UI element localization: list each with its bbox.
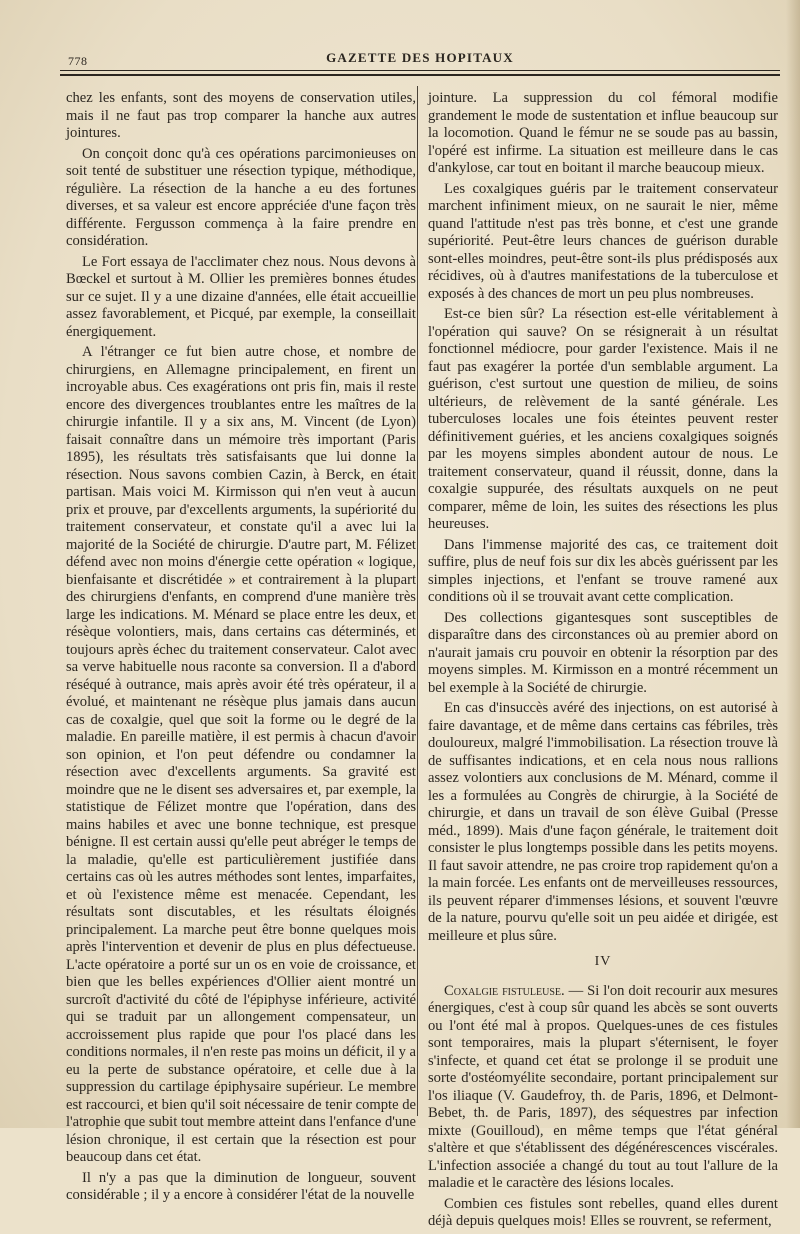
left-paragraph-2: On conçoit donc qu'à ces opérations parcimonieuses on soit tenté de substituer une résection typique, méthodique, régulière. La résection de la hanche a eu des fortunes diverses, et sa valeur est encore appréciée d'une façon très différente. Fergusson commença à la faire prendre en considération. <box>66 145 416 249</box>
section-paragraph-1 <box>428 983 778 1193</box>
right-paragraph-4: Dans l'immense majorité des cas, ce traitement doit suffire, plus de neuf fois sur dix les abcès guérissent par les simples injections, et l'enfant se trouve ramené aux conditions où il se trouvait avant cette complication. <box>428 536 778 605</box>
journal-title: GAZETTE DES HOPITAUX <box>326 50 514 65</box>
page-number: 778 <box>68 54 88 68</box>
right-column <box>428 90 778 1234</box>
right-paragraph-6: En cas d'insuccès avéré des injections, on est autorisé à faire davantage, et de même dans certains cas fébriles, très douloureux, malgré l'immobilisation. La résection trouve là de suffisantes indications, et en cela nous nous rallions assez volontiers aux conclusions de M. Ménard, comme il les a formulées au Congrès de chirurgie, à la Société de chirurgie, et dans un travail de son élève Guibal (Presse méd., 1899). Mais d'une façon générale, le traitement doit consister le plus longtemps possible dans les petits moyens. Il faut savoir attendre, ne pas croire trop rapidement qu'on a la main forcée. Les enfants ont de merveilleuses ressources, ils peuvent réparer d'immenses lésions, et souvent l'œuvre de la nature, pourvu qu'elle soit un peu aidée et dirigée, est meilleure et plus sûre. <box>428 700 778 944</box>
section-paragraph-2: Combien ces fistules sont rebelles, quand elles durent déjà depuis quelques mois! Elles se rouvrent, se referment, <box>428 1195 778 1229</box>
right-paragraph-1: jointure. La suppression du col fémoral modifie grandement le mode de sustentation et influe beaucoup sur la locomotion. Quand le fémur ne se soude pas au bassin, l'opéré est infirme. La situation est meilleure dans le cas d'ankylose, car tout en boitant il marche beaucoup mieux. <box>428 90 778 176</box>
right-paragraph-2: Les coxalgiques guéris par le traitement conservateur marchent infiniment mieux, on ne saurait le nier, même quand l'attitude n'est pas très bonne, et c'est une grande supériorité. Peut-être leurs chances de guérison durable sont-elles moindres, peut-être sont-ils plus prédisposés aux récidives, où à d'autres manifestations de la tuberculose et exposés à des chances de mort un peu plus nombreuses. <box>428 180 778 302</box>
section-heading: Coxalgie fistuleuse. <box>444 982 565 999</box>
left-paragraph-4: A l'étranger ce fut bien autre chose, et nombre de chirurgiens, en Allemagne principalement, en firent un incroyable abus. Ces exagérations ont pris fin, mais il reste encore des divergences troublantes entre les maîtres de la chirurgie infantile. Il y a six ans, M. Vincent (de Lyon) faisait connaître dans un mémoire très important (Paris 1895), les résultats très satisfaisants que lui donne la résection. Nous savons combien Cazin, à Berck, en était partisan. Mais voici M. Kirmisson qui n'en veut à aucun prix et prouve, par d'excellents arguments, la supériorité du traitement conservateur, et constate qu'il a avec lui la majorité de la Société de chirurgie. D'autre part, M. Félizet défend avec non moins d'énergie cette opération « logique, bienfaisante et discrétidée » et contrairement à la plupart des chirurgiens d'enfants, en comprend d'une manière très large les indications. M. Ménard se place entre les deux, et résèque volontiers, mais, dans certains cas déterminés, et toujours après échec du traitement conservateur. Calot avec sa verve habituelle nous raconte sa conversion. Il a d'abord réséqué à outrance, mais après avoir été très opérateur, il a évolué, et maintenant ne résèque plus jamais dans aucun cas de coxalgie, quel que soit la forme ou le degré de la maladie. En pareille matière, il est permis à chacun d'avoir son opinion, et l'on peut défendre ou condamner la résection avec d'excellents arguments. Sa gravité est moindre que ne le disent ses adversaires et, par exemple, la statistique de Félizet montre que l'opération, dans des mains habiles et avec une bonne technique, est presque bénigne. Il est certain aussi qu'elle peut abréger le temps de la maladie, qu'elle est particulièrement justifiée dans certains cas où les autres méthodes sont lentes, imparfaites, et où l'existence même est menacée. Cependant, les résultats sont discutables, et les résultats éloignés principalement. La marche peut être bonne quelques mois après l'intervention et devenir de plus en plus défectueuse. L'acte opératoire a porté sur un os en voie de croissance, et bien que les belles expériences d'Ollier aient montré un surcroît d'activité du côté de l'épiphyse inférieure, activité qui se traduit par un allongement compensateur, un accroissement plus rapide que pour l'os placé dans les conditions normales, il n'en reste pas moins un déficit, il y a eu la perte de substance opératoire, et celle due à la suppression du cartilage épiphysaire supérieur. Le membre est raccourci, et bien qu'il soit nécessaire de tenir compte de l'atrophie que subit tout membre atteint dans l'enfance d'une lésion chronique, il est certain que la résection est pour beaucoup dans cet état. <box>66 344 416 1165</box>
page-edge-shading <box>786 0 800 1128</box>
right-paragraph-3: Est-ce bien sûr? La résection est-elle véritablement à l'opération qui sauve? On se résignerait à un résultat fonctionnel médiocre, pour garder l'existence. Mais il ne faut pas exagérer la portée d'un semblable argument. La guérison, c'est surtout une question de milieu, de soins ultérieurs, de relèvement de la santé générale. Les tuberculoses locales une fois éteintes peuvent rester définitivement guéries, et les anciens coxalgiques soignés par les moyens simples abondent autour de nous. Le traitement conservateur, quand il réussit, donne, dans la coxalgie suppurée, des résultats auxquels on ne peut comparer, même de loin, les suites des résections les plus heureuses. <box>428 306 778 532</box>
left-paragraph-3: Le Fort essaya de l'acclimater chez nous. Nous devons à Bœckel et surtout à M. Ollier les premières bonnes études sur ce sujet. Il y a une dizaine d'années, elle était accueillie assez favorablement, et Picqué, par exemple, la conseillait énergiquement. <box>66 253 416 340</box>
left-paragraph-1: chez les enfants, sont des moyens de conservation utiles, mais il ne faut pas trop comparer la hanche aux autres jointures. <box>66 90 416 141</box>
left-paragraph-5: Il n'y a pas que la diminution de longueur, souvent considérable ; il y a encore à considérer l'état de la nouvelle <box>66 1169 416 1203</box>
section-paragraph-1-text: — Si l'on doit recourir aux mesures énergiques, c'est à coup sûr quand les abcès se sont ouverts ou l'ont été mal à propos. Quelques-unes de ces fistules sont temporaires, mais la plupart s'éternisent, le foyer s'infecte, et quand cet état se prolonge il se produit une sorte d'ostéomyélite secondaire, portant principalement sur l'os iliaque (V. Gaudefroy, th. de Paris, 1896, et Delmont-Bebet, th. de Paris, 1897), des séquestres par infection mixte (Gouilloud), en même temps que l'état général s'altère et que s'établissent des dégénérescences viscérales. L'infection associée a changé du tout au tout l'allure de la maladie et le caractère des lésions locales. <box>428 982 778 1191</box>
right-paragraph-5: Des collections gigantesques sont susceptibles de disparaître dans des circonstances où au premier abord on n'aurait jamais cru pouvoir en obtenir la résorption par des moyens simples. M. Kirmisson en a montré récemment un bel exemple à la Société de chirurgie. <box>428 609 778 696</box>
header-rule-thin <box>60 70 780 71</box>
section-number: IV <box>594 954 612 969</box>
left-column <box>66 90 416 1208</box>
column-divider <box>417 86 418 1116</box>
page-header <box>60 48 780 68</box>
header-rule-thick <box>60 74 780 76</box>
